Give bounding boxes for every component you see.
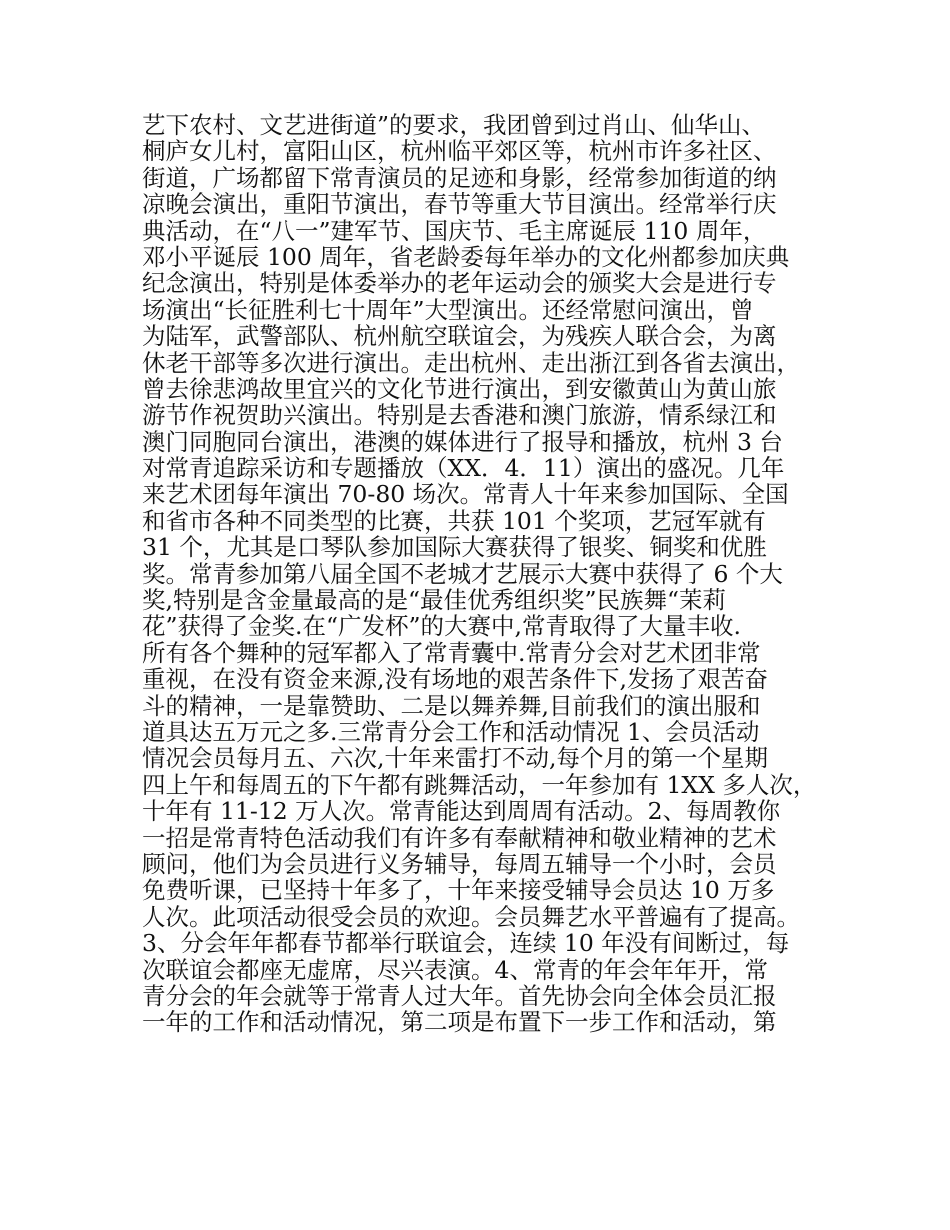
text-line: 人次。此项活动很受会员的欢迎。会员舞艺水平普遍有了提高。 <box>142 902 800 931</box>
text-line: 道具达五万元之多.三常青分会工作和活动情况 1、会员活动 <box>142 717 760 746</box>
text-line: 对常青追踪采访和专题播放（XX．4．11）演出的盛况。几年 <box>142 454 785 483</box>
text-line: 场演出“长征胜利七十周年”大型演出。还经常慰问演出，曾 <box>142 295 754 324</box>
text-line: 曾去徐悲鸿故里宜兴的文化节进行演出，到安徽黄山为黄山旅 <box>142 374 777 403</box>
text-line: 澳门同胞同台演出，港澳的媒体进行了报导和播放，杭州 3 台 <box>142 427 783 456</box>
text-line: 重视，在没有资金来源,没有场地的艰苦条件下,发扬了艰苦奋 <box>142 665 768 694</box>
text-line: 顾问，他们为会员进行义务辅导，每周五辅导一个小时，会员 <box>142 849 777 878</box>
text-line: 和省市各种不同类型的比赛，共获 101 个奖项，艺冠军就有 <box>142 506 766 535</box>
text-line: 次联谊会都座无虚席，尽兴表演。4、常青的年会年年开，常 <box>142 955 768 984</box>
text-line: 青分会的年会就等于常青人过大年。首先协会向全体会员汇报 <box>142 981 777 1010</box>
text-line: 四上午和每周五的下午都有跳舞活动，一年参加有 1XX 多人次， <box>142 770 817 799</box>
text-line: 31 个，尤其是口琴队参加国际大赛获得了银奖、铜奖和优胜 <box>142 533 767 562</box>
text-line: 花”获得了金奖.在“广发杯”的大赛中,常青取得了大量丰收. <box>142 612 741 641</box>
text-line: 来艺术团每年演出 70-80 场次。常青人十年来参加国际、全国 <box>142 480 789 509</box>
text-line: 凉晚会演出，重阳节演出，春节等重大节目演出。经常举行庆 <box>142 190 777 219</box>
text-line: 3、分会年年都春节都举行联谊会，连续 10 年没有间断过，每 <box>142 929 790 958</box>
text-line: 免费听课，已坚持十年多了，十年来接受辅导会员达 10 万多 <box>142 876 775 905</box>
text-line: 典活动，在“八一”建军节、国庆节、毛主席诞辰 110 周年， <box>142 216 767 245</box>
text-line: 为陆军，武警部队、杭州航空联谊会，为残疾人联合会，为离 <box>142 322 777 351</box>
text-line: 斗的精神，一是靠赞助、二是以舞养舞,目前我们的演出服和 <box>142 691 761 720</box>
text-line: 奖,特别是含金量最高的是“最佳优秀组织奖”民族舞“茉莉 <box>142 586 727 615</box>
text-line: 休老干部等多次进行演出。走出杭州、走出浙江到各省去演出， <box>142 348 800 377</box>
text-line: 纪念演出，特别是体委举办的老年运动会的颁奖大会是进行专 <box>142 269 777 298</box>
text-line: 所有各个舞种的冠军都入了常青囊中.常青分会对艺术团非常 <box>142 638 761 667</box>
text-line: 十年有 11-12 万人次。常青能达到周周有活动。2、每周教你 <box>142 797 781 826</box>
text-line: 桐庐女儿村，富阳山区，杭州临平郊区等，杭州市许多社区、 <box>142 137 777 166</box>
text-line: 邓小平诞辰 100 周年，省老龄委每年举办的文化州都参加庆典 <box>142 242 790 271</box>
text-line: 游节作祝贺助兴演出。特别是去香港和澳门旅游，情系绿江和 <box>142 401 777 430</box>
text-line: 街道，广场都留下常青演员的足迹和身影，经常参加街道的纳 <box>142 163 777 192</box>
text-line: 奖。常青参加第八届全国不老城才艺展示大赛中获得了 6 个大 <box>142 559 783 588</box>
text-line: 情况会员每月五、六次,十年来雷打不动,每个月的第一个星期 <box>142 744 768 773</box>
text-line: 艺下农村、文艺进街道”的要求，我团曾到过肖山、仙华山、 <box>142 111 766 139</box>
text-line: 一年的工作和活动情况，第二项是布置下一步工作和活动，第 <box>142 1008 777 1037</box>
body-text <box>142 112 832 1036</box>
text-line: 一招是常青特色活动我们有许多有奉献精神和敬业精神的艺术 <box>142 823 777 852</box>
